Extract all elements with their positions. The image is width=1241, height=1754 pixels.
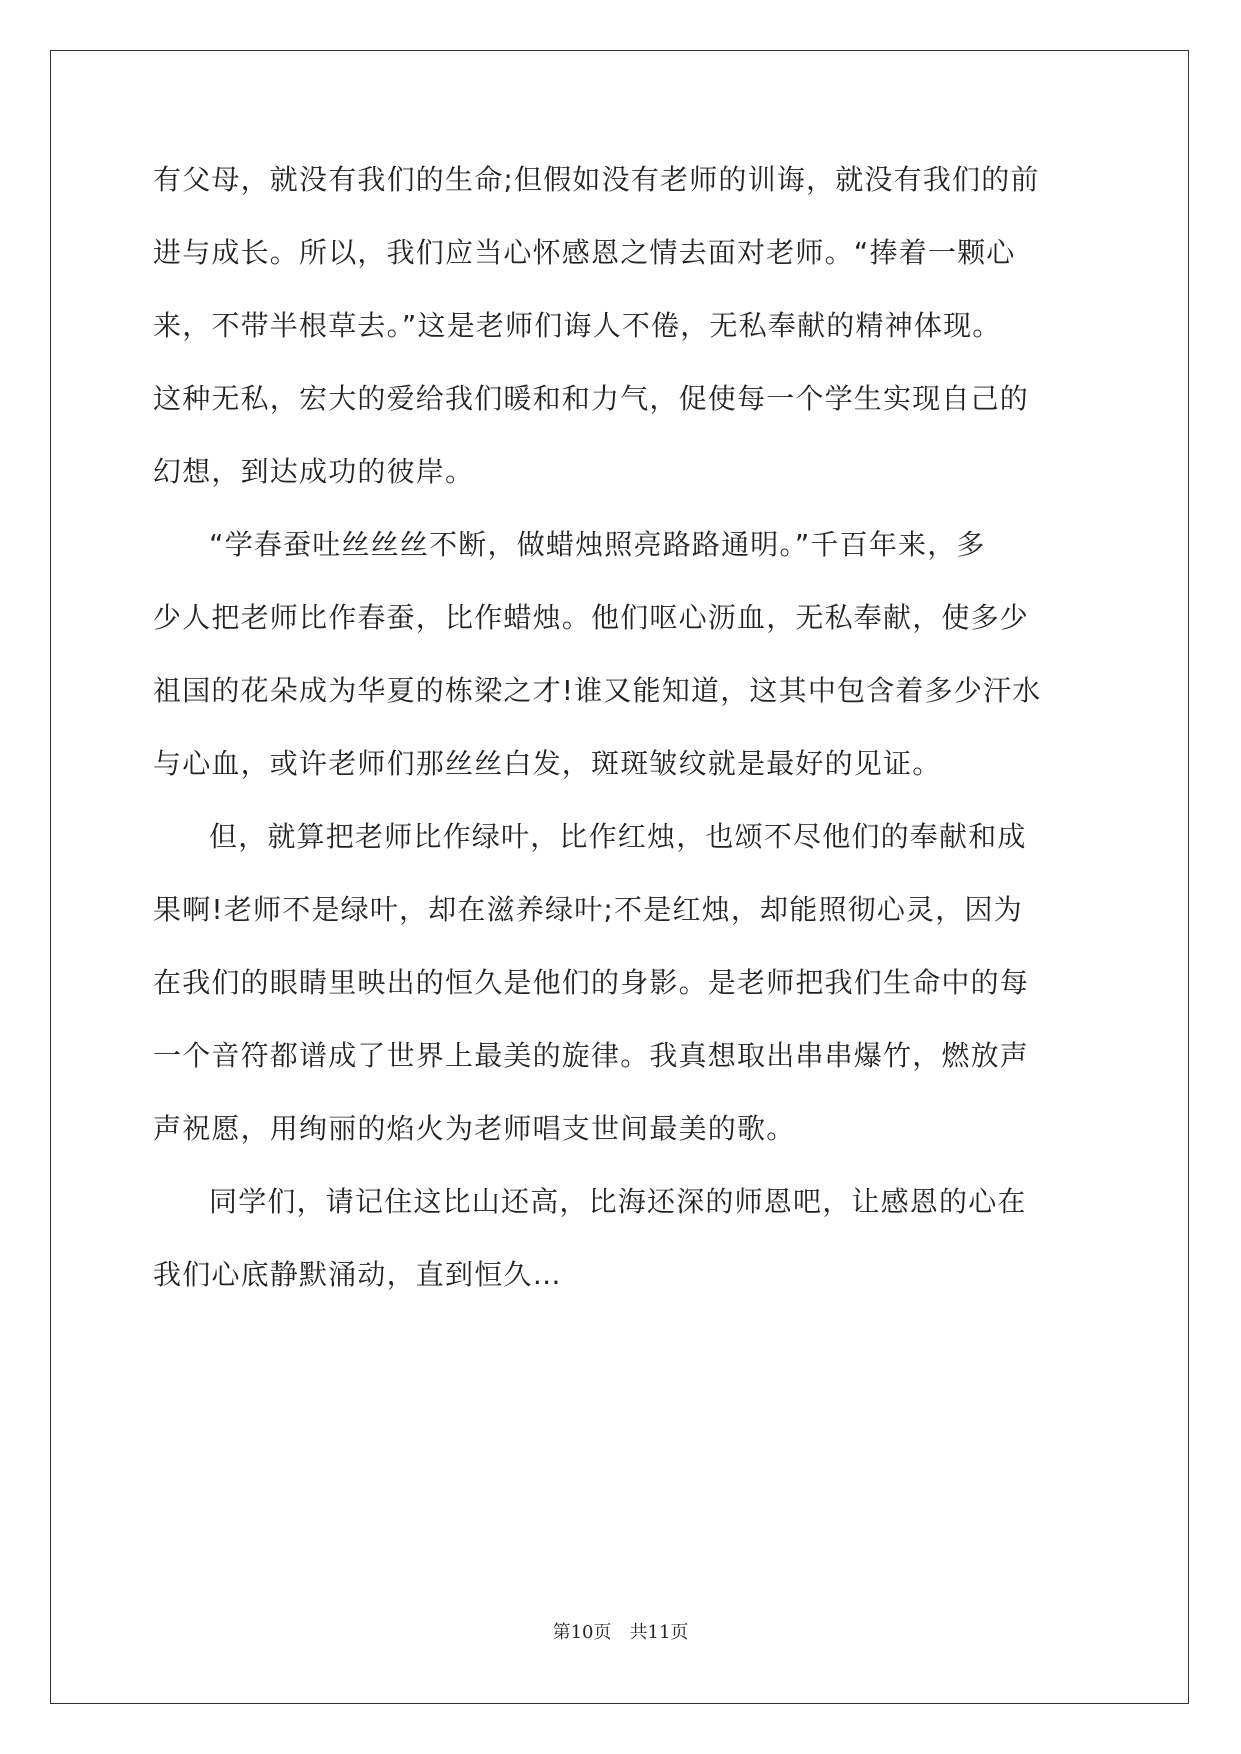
text-line: 声祝愿，用绚丽的焰火为老师唱支世间最美的歌。 xyxy=(153,1112,796,1145)
text-line: 祖国的花朵成为华夏的栋梁之才!谁又能知道，这其中包含着多少汗水 xyxy=(153,674,1042,707)
text-line: 进与成长。所以，我们应当心怀感恩之情去面对老师。“捧着一颗心 xyxy=(153,236,1016,269)
page-border xyxy=(50,50,1189,1704)
paragraph-first-line: 同学们，请记住这比山还高，比海还深的师恩吧，让感恩的心在 xyxy=(209,1185,1027,1218)
text-line: 我们心底静默涌动，直到恒久… xyxy=(153,1258,562,1291)
text-line: 一个音符都谱成了世界上最美的旋律。我真想取出串串爆竹，燃放声 xyxy=(153,1039,1030,1072)
text-line: 少人把老师比作春蚕，比作蜡烛。他们呕心沥血，无私奉献，使多少 xyxy=(153,601,1030,634)
text-line: 与心血，或许老师们那丝丝白发，斑斑皱纹就是最好的见证。 xyxy=(153,747,942,780)
text-line: 有父母，就没有我们的生命;但假如没有老师的训诲，就没有我们的前 xyxy=(153,163,1040,196)
text-line: 果啊!老师不是绿叶，却在滋养绿叶;不是红烛，却能照彻心灵，因为 xyxy=(153,893,1023,926)
paragraph-first-line: 但，就算把老师比作绿叶，比作红烛，也颂不尽他们的奉献和成 xyxy=(209,820,1027,853)
page-number-footer: 第10页 共11页 xyxy=(552,1622,689,1643)
text-line: 幻想，到达成功的彼岸。 xyxy=(153,455,475,488)
text-line: 来，不带半根草去。”这是老师们诲人不倦，无私奉献的精神体现。 xyxy=(153,309,1002,342)
paragraph-first-line: “学春蚕吐丝丝丝不断，做蜡烛照亮路路通明。”千百年来，多 xyxy=(209,528,986,561)
text-line: 这种无私，宏大的爱给我们暖和和力气，促使每一个学生实现自己的 xyxy=(153,382,1030,415)
text-line: 在我们的眼睛里映出的恒久是他们的身影。是老师把我们生命中的每 xyxy=(153,966,1030,999)
